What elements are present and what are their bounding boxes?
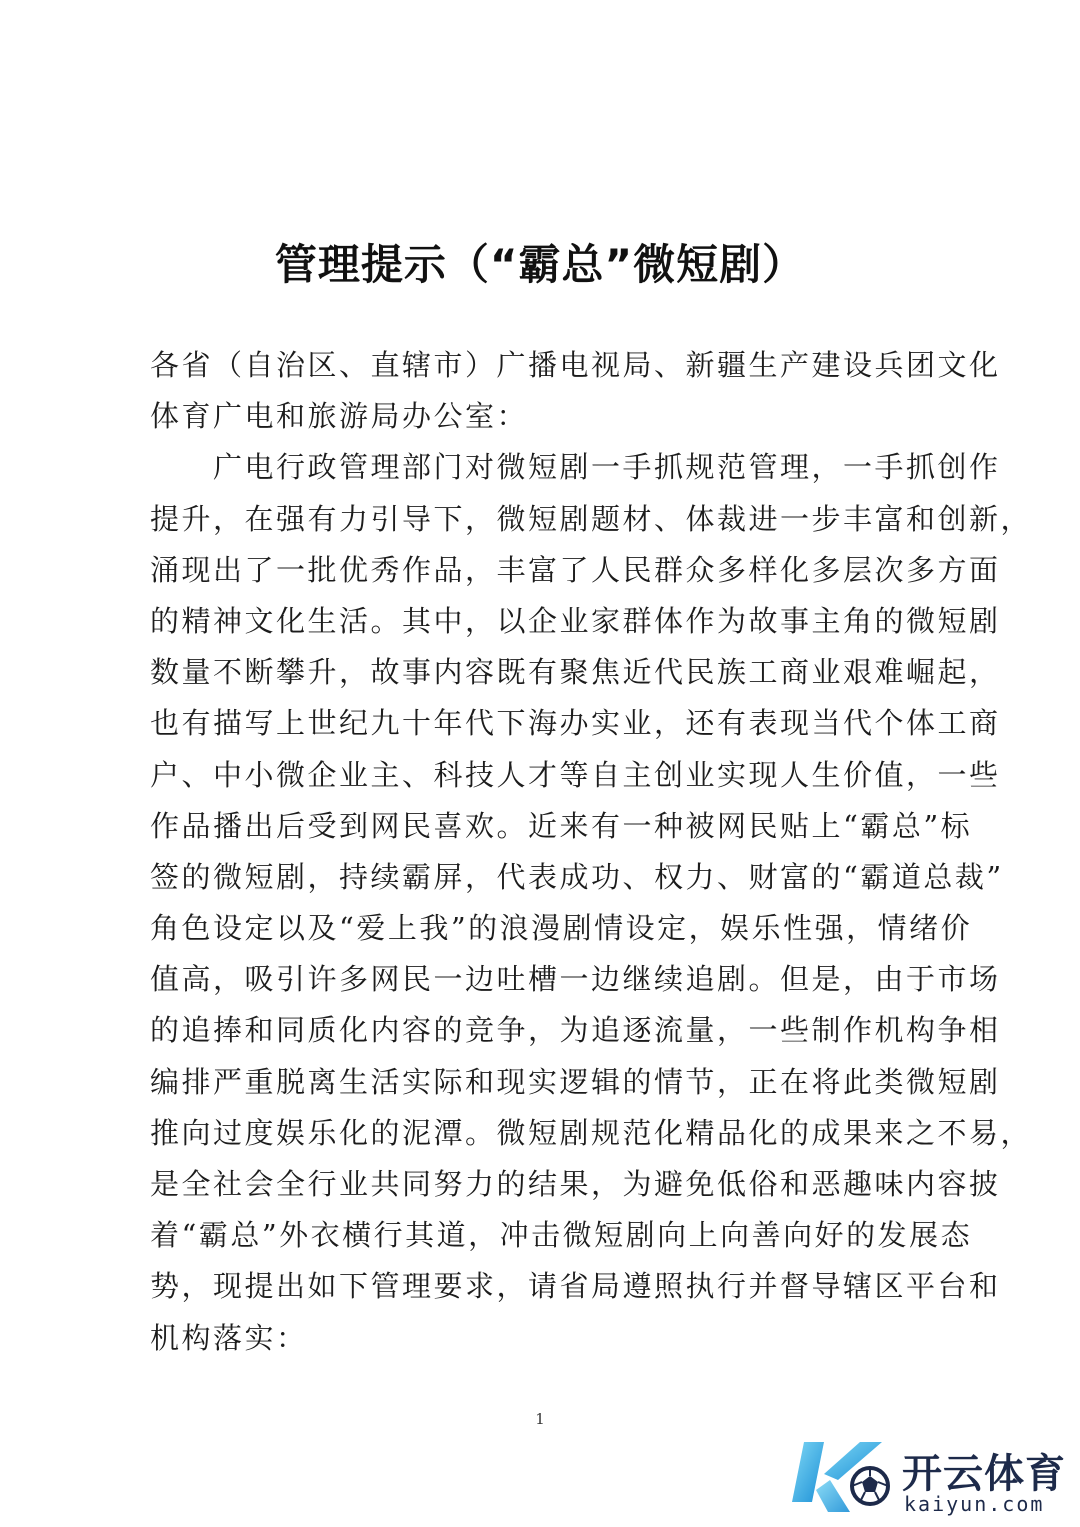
body-line: 提升，在强有力引导下，微短剧题材、体裁进一步丰富和创新， — [150, 501, 1033, 536]
body-line: 签的微短剧，持续霸屏，代表成功、权力、财富的“霸道总裁” — [150, 859, 1004, 894]
body-line: 户、中小微企业主、科技人才等自主创业实现人生价值，一些 — [150, 757, 1001, 792]
body-line: 涌现出了一批优秀作品，丰富了人民群众多样化多层次多方面 — [150, 552, 1001, 587]
body-line: 各省（自治区、直辖市）广播电视局、新疆生产建设兵团文化 — [150, 348, 1001, 382]
body-line: 势，现提出如下管理要求，请省局遵照执行并督导辖区平台和 — [150, 1269, 1001, 1304]
body-line: 的追捧和同质化内容的竞争，为追逐流量，一些制作机构争相 — [150, 1013, 1001, 1048]
body-line: 角色设定以及“爱上我”的浪漫剧情设定，娱乐性强，情绪价 — [150, 911, 973, 946]
body-line: 体育广电和旅游局办公室： — [150, 399, 529, 434]
body-line: 也有描写上世纪九十年代下海办实业，还有表现当代个体工商 — [150, 706, 1001, 741]
document-body — [150, 340, 1033, 1364]
body-line: 值高，吸引许多网民一边吐槽一边继续追剧。但是，由于市场 — [150, 962, 1001, 997]
document-title: 管理提示（“霸总”微短剧） — [274, 240, 806, 289]
body-line: 的精神文化生活。其中，以企业家群体作为故事主角的微短剧 — [150, 603, 1001, 638]
body-line: 数量不断攀升，故事内容既有聚焦近代民族工商业艰难崛起， — [150, 655, 1001, 690]
body-line: 着“霸总”外衣横行其道，冲击微短剧向上向善向好的发展态 — [150, 1218, 973, 1253]
kaiyun-logo-icon — [790, 1432, 900, 1522]
body-line: 推向过度娱乐化的泥潭。微短剧规范化精品化的成果来之不易， — [150, 1115, 1033, 1150]
watermark-brand: 开云体育 — [902, 1451, 1066, 1497]
body-line: 作品播出后受到网民喜欢。近来有一种被网民贴上“霸总”标 — [150, 808, 973, 843]
body-line: 机构落实： — [150, 1320, 308, 1355]
page-number: 1 — [535, 1410, 545, 1428]
watermark-url: kaiyun.com — [904, 1492, 1045, 1516]
body-line: 广电行政管理部门对微短剧一手抓规范管理，一手抓创作 — [150, 450, 1001, 485]
body-line: 编排严重脱离生活实际和现实逻辑的情节，正在将此类微短剧 — [150, 1064, 1001, 1099]
kaiyun-watermark — [790, 1432, 1070, 1522]
body-line: 是全社会全行业共同努力的结果，为避免低俗和恶趣味内容披 — [150, 1167, 1001, 1201]
